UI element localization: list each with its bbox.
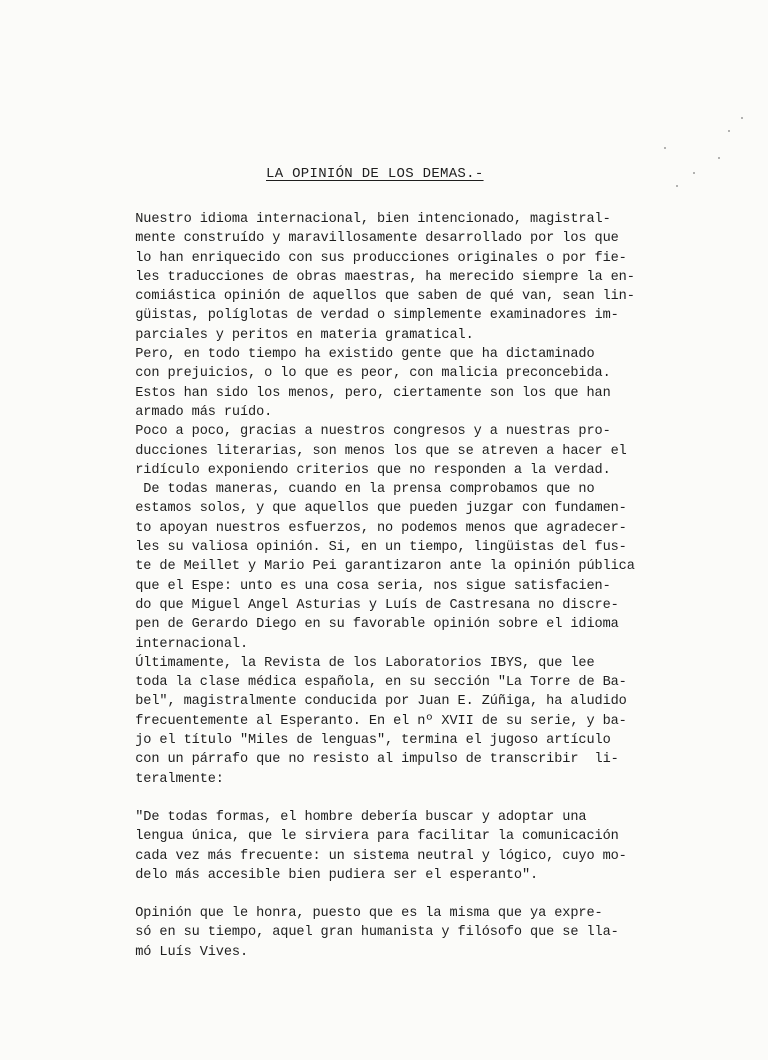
text-line: De todas maneras, cuando en la prensa comprobamos que no	[103, 482, 595, 498]
document-title: LA OPINIÓN DE LOS DEMAS.-	[266, 166, 484, 182]
blank-line	[103, 789, 703, 808]
text-line: Pero, en todo tiempo ha existido gente que ha dictaminado	[103, 347, 595, 363]
text-line: con prejuicios, o lo que es peor, con malicia preconcebida.	[103, 366, 611, 382]
scan-speck	[676, 185, 678, 187]
text-line: to apoyan nuestros esfuerzos, no podemos menos que agradecer-	[103, 520, 627, 536]
text-line: güistas, políglotas de verdad o simplemente examinadores im-	[103, 308, 619, 324]
text-line: Últimamente, la Revista de los Laboratorios IBYS, que lee	[103, 655, 595, 671]
scan-speck	[718, 157, 720, 159]
text-line: con un párrafo que no resisto al impulso de transcribir li-	[103, 752, 619, 768]
text-line: armado más ruído.	[103, 404, 273, 420]
text-line: ridículo exponiendo criterios que no responden a la verdad.	[103, 462, 611, 478]
text-line: cada vez más frecuente: un sistema neutral y lógico, cuyo mo-	[103, 848, 627, 864]
scan-speck	[664, 147, 666, 149]
scan-speck	[741, 117, 743, 119]
scan-speck	[728, 130, 730, 132]
text-line: Estos han sido los menos, pero, ciertamente son los que han	[103, 385, 611, 401]
text-line: les traducciones de obras maestras, ha merecido siempre la en-	[103, 269, 635, 285]
scan-speck	[693, 172, 695, 174]
text-line: mó Luís Vives.	[103, 944, 249, 960]
text-line: que el Espe: unto es una cosa seria, nos sigue satisfacien-	[103, 578, 611, 594]
text-line: do que Miguel Angel Asturias y Luís de Castresana no discre-	[103, 597, 619, 613]
document-body	[103, 210, 703, 962]
text-line: bel", magistralmente conducida por Juan E. Zúñiga, ha aludido	[103, 694, 627, 710]
text-line: pen de Gerardo Diego en su favorable opinión sobre el idioma	[103, 617, 619, 633]
text-line: lengua única, que le sirviera para facilitar la comunicación	[103, 829, 619, 845]
text-line: jo el título "Miles de lenguas", termina el jugoso artículo	[103, 733, 611, 749]
text-line: teralmente:	[103, 771, 224, 787]
text-line: Nuestro idioma internacional, bien intencionado, magistral-	[103, 212, 611, 227]
text-line: parciales y peritos en materia gramatical.	[103, 327, 474, 343]
text-line: comiástica opinión de aquellos que saben de qué van, sean lin-	[103, 289, 635, 305]
text-line: lo han enriquecido con sus producciones originales o por fie-	[103, 250, 627, 266]
text-line: internacional.	[103, 636, 249, 652]
text-line: Opinión que le honra, puesto que es la misma que ya expre-	[103, 906, 603, 922]
blank-line	[103, 885, 703, 904]
text-line: estamos solos, y que aquellos que pueden juzgar con fundamen-	[103, 501, 627, 517]
text-line: toda la clase médica española, en su sección "La Torre de Ba-	[103, 675, 627, 691]
text-line: les su valiosa opinión. Si, en un tiempo, lingüistas del fus-	[103, 540, 627, 556]
text-line: delo más accesible bien pudiera ser el esperanto".	[103, 867, 539, 883]
text-line: frecuentemente al Esperanto. En el nº XVII de su serie, y ba-	[103, 713, 627, 729]
text-line: te de Meillet y Mario Pei garantizaron ante la opinión pública	[103, 559, 635, 575]
text-line: ducciones literarias, son menos los que se atreven a hacer el	[103, 443, 627, 459]
text-line: "De todas formas, el hombre debería buscar y adoptar una	[103, 809, 587, 825]
text-line: só en su tiempo, aquel gran humanista y filósofo que se lla-	[103, 925, 619, 941]
text-line: Poco a poco, gracias a nuestros congresos y a nuestras pro-	[103, 424, 611, 440]
text-line: mente construído y maravillosamente desarrollado por los que	[103, 231, 619, 247]
